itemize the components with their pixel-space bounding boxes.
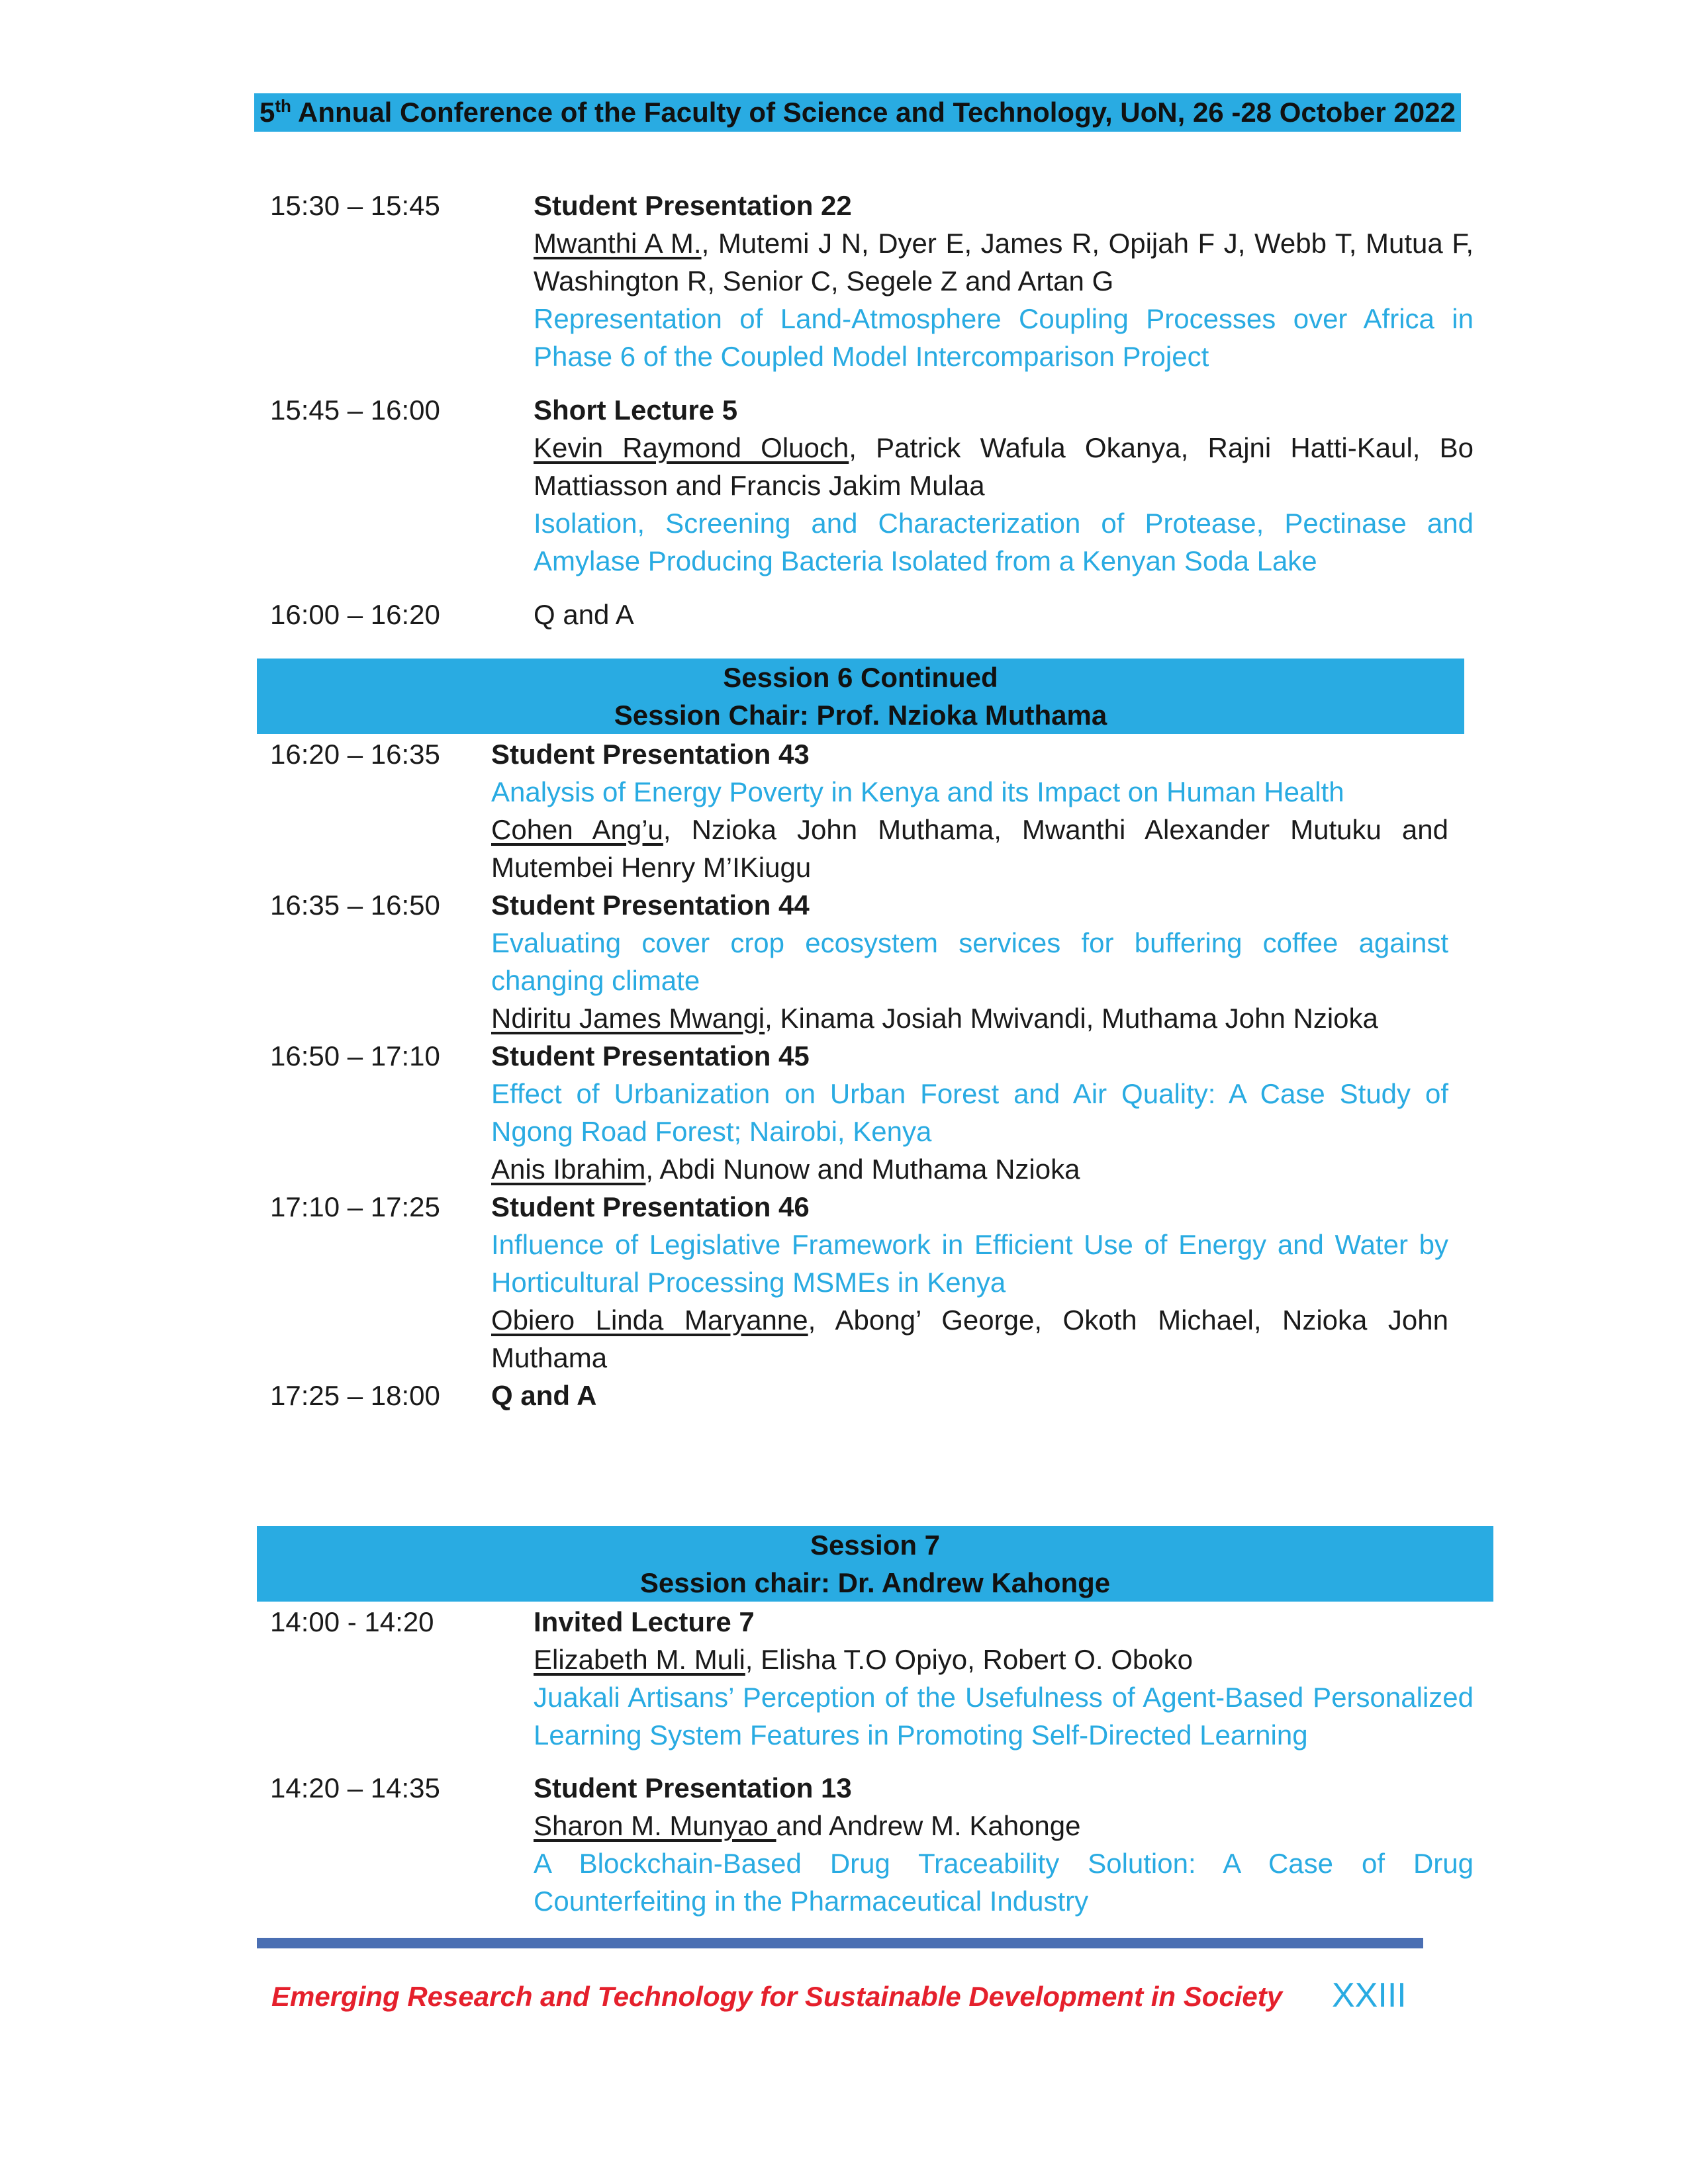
coauthors: , Kinama Josiah Mwivandi, Muthama John Nzioka	[765, 1003, 1378, 1034]
paper-title: Analysis of Energy Poverty in Kenya and its Impact on Human Health	[491, 776, 1344, 807]
entry-type: Invited Lecture 7	[534, 1606, 755, 1637]
header-ordinal: 5	[259, 97, 275, 128]
presenter-name: Sharon M. Munyao	[534, 1810, 776, 1841]
coauthors: , Nzioka John Muthama, Mwanthi Alexander Mutuku and Mutembei Henry M’IKiugu	[491, 814, 1448, 883]
entry-authors	[534, 1807, 1474, 1844]
session-chair: Session chair: Dr. Andrew Kahonge	[639, 1567, 1111, 1598]
paper-title: A Blockchain-Based Drug Traceability Solution: A Case of Drug Counterfeiting in the Pharmaceutical Industry	[534, 1848, 1474, 1917]
entry-details	[491, 886, 1448, 1037]
entry-time: 14:20 – 14:35	[270, 1772, 440, 1803]
coauthors: and Andrew M. Kahonge	[776, 1810, 1081, 1841]
entry-time: 16:35 – 16:50	[270, 889, 440, 921]
entry-authors	[534, 224, 1474, 300]
presenter-name: Ndiritu James Mwangi	[491, 1003, 765, 1034]
paper-title: Influence of Legislative Framework in Efficient Use of Energy and Water by Horticultural Processing MSMEs in Kenya	[491, 1229, 1448, 1298]
entry-time: 15:30 – 15:45	[270, 190, 440, 221]
presenter-name: Kevin Raymond Oluoch	[534, 432, 849, 463]
paper-title: Representation of Land-Atmosphere Coupling Processes over Africa in Phase 6 of the Coupled Model Intercomparison Project	[534, 303, 1474, 372]
presenter-name: Cohen Ang’u	[491, 814, 663, 845]
entry-details	[534, 596, 1474, 633]
entry-details	[491, 1188, 1448, 1377]
entry-type: Student Presentation 13	[534, 1772, 852, 1803]
entry-authors	[534, 429, 1474, 504]
entry-authors	[491, 1150, 1448, 1188]
conference-header	[254, 93, 1461, 132]
entry-details	[534, 1769, 1474, 1920]
coauthors: , Abong’ George, Okoth Michael, Nzioka John Muthama	[491, 1304, 1448, 1373]
footer-tagline: Emerging Research and Technology for Sustainable Development in Society	[271, 1981, 1283, 2012]
header-ordinal-suffix: th	[275, 96, 291, 116]
coauthors: , Abdi Nunow and Muthama Nzioka	[645, 1154, 1080, 1185]
entry-details	[491, 1037, 1448, 1188]
entry-time: 16:00 – 16:20	[270, 599, 440, 630]
paper-title: Juakali Artisans’ Perception of the Usefulness of Agent-Based Personalized Learning System Features in Promoting Self-Directed Learning	[534, 1682, 1474, 1751]
qa-label: Q and A	[534, 599, 634, 630]
entry-details	[534, 1603, 1474, 1754]
paper-title: Effect of Urbanization on Urban Forest and Air Quality: A Case Study of Ngong Road Forest; Nairobi, Kenya	[491, 1078, 1448, 1147]
session-7-header	[257, 1526, 1493, 1602]
presenter-name: Obiero Linda Maryanne	[491, 1304, 808, 1336]
entry-details	[491, 735, 1448, 886]
coauthors: , Patrick Wafula Okanya, Rajni Hatti-Kaul, Bo Mattiasson and Francis Jakim Mulaa	[534, 432, 1474, 501]
entry-time: 17:25 – 18:00	[270, 1380, 440, 1411]
entry-authors	[491, 999, 1448, 1037]
entry-type: Short Lecture 5	[534, 394, 738, 426]
paper-title: Isolation, Screening and Characterization of Protease, Pectinase and Amylase Producing Bacteria Isolated from a Kenyan Soda Lake	[534, 508, 1474, 576]
session-name: Session 6 Continued	[723, 662, 998, 693]
session-name: Session 7	[810, 1529, 941, 1561]
entry-type: Student Presentation 46	[491, 1191, 810, 1222]
entry-details	[534, 391, 1474, 580]
qa-label: Q and A	[491, 1380, 597, 1411]
entry-details	[534, 187, 1474, 375]
presenter-name: Elizabeth M. Muli	[534, 1644, 745, 1675]
coauthors: , Mutemi J N, Dyer E, James R, Opijah F J, Webb T, Mutua F, Washington R, Senior C, Segele Z and Artan G	[534, 228, 1474, 296]
session-6-header	[257, 659, 1464, 734]
entry-details	[491, 1377, 1448, 1414]
entry-time: 15:45 – 16:00	[270, 394, 440, 426]
paper-title: Evaluating cover crop ecosystem services for buffering coffee against changing climate	[491, 927, 1448, 996]
entry-type: Student Presentation 45	[491, 1040, 810, 1071]
entry-authors	[491, 1301, 1448, 1377]
entry-type: Student Presentation 44	[491, 889, 810, 921]
page-number: XXIII	[1332, 1976, 1407, 2015]
entry-time: 16:50 – 17:10	[270, 1040, 440, 1071]
header-title: Annual Conference of the Faculty of Science and Technology, UoN, 26 -28 October 2022	[291, 97, 1456, 128]
session-chair: Session Chair: Prof. Nzioka Muthama	[614, 700, 1107, 731]
presenter-name: Mwanthi A M.	[534, 228, 702, 259]
footer-divider	[257, 1938, 1423, 1948]
entry-time: 16:20 – 16:35	[270, 739, 440, 770]
coauthors: , Elisha T.O Opiyo, Robert O. Oboko	[745, 1644, 1193, 1675]
entry-time: 14:00 - 14:20	[270, 1606, 434, 1637]
entry-type: Student Presentation 43	[491, 739, 810, 770]
entry-authors	[491, 811, 1448, 886]
entry-time: 17:10 – 17:25	[270, 1191, 440, 1222]
presenter-name: Anis Ibrahim	[491, 1154, 646, 1185]
entry-authors	[534, 1641, 1474, 1678]
entry-type: Student Presentation 22	[534, 190, 852, 221]
